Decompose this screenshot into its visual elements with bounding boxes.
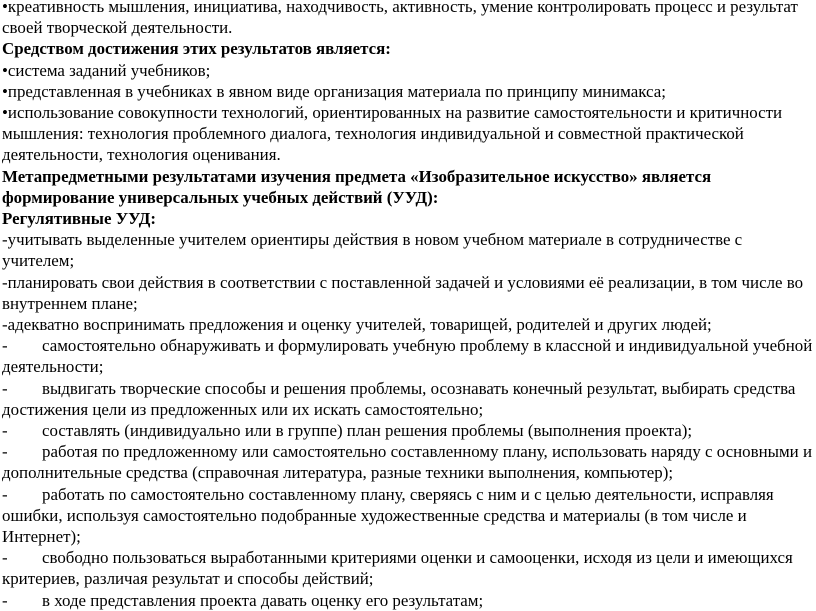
item-perceive-feedback: -адекватно воспринимать предложения и оценку учителей, товарищей, родителей и других людей;: [2, 315, 712, 335]
dash-item-text: в ходе представления проекта давать оценку его результатам;: [42, 590, 484, 610]
bullet-minimax: •представленная в учебниках в явном виде организация материала по принципу минимакса;: [2, 81, 666, 101]
document-body: [2, 0, 814, 611]
dash-item-text: выдвигать творческие способы и решения проблемы, осознавать конечный результат, выбирать средства достижения цели из предложенных или их искать самостоятельно;: [2, 378, 796, 419]
bullet-technologies: •использование совокупности технологий, ориентированных на развитие самостоятельности и критичности мышления: технология проблемного диалога, технология индивидуальной и совместной практической деятельности, технология оценивания.: [2, 103, 783, 165]
dash-item-use-means: [2, 441, 814, 483]
metasubject-heading: Метапредметными результатами изучения предмета «Изобразительное искусство» является формирование универсальных учебных действий (УУД):: [2, 166, 712, 207]
bullet-task-system: •система заданий учебников;: [2, 60, 211, 80]
bullet-creativity: •креативность мышления, инициатива, находчивость, активность, умение контролировать процесс и результат своей творческой деятельности.: [2, 0, 798, 38]
dash-item-make-plan: [2, 420, 814, 441]
dash-item-detect-problem: [2, 335, 814, 377]
dash-marker: -: [2, 442, 8, 462]
means-heading: Средством достижения этих результатов является:: [2, 39, 391, 59]
dash-item-text: свободно пользоваться выработанными критериями оценки и самооценки, исходя из цели и имеющихся критериев, различая результат и способы действий;: [2, 548, 793, 589]
dash-item-text: работать по самостоятельно составленному плану, сверяясь с ним и с целью деятельности, исправляя ошибки, используя самостоятельно подобранные художественные средства и материалы (в том числе и Интернет);: [2, 484, 774, 547]
item-plan-actions: -планировать свои действия в соответствии с поставленной задачей и условиями её реализации, в том числе во внутреннем плане;: [2, 272, 804, 313]
dash-item-text: самостоятельно обнаруживать и формулировать учебную проблему в классной и индивидуальной учебной деятельности;: [2, 336, 813, 377]
dash-item-creative-solutions: [2, 378, 814, 420]
dash-marker: -: [2, 421, 8, 441]
dash-marker: -: [2, 336, 8, 356]
dash-item-work-by-plan: [2, 484, 814, 548]
dash-item-text: работая по предложенному или самостоятельно составленному плану, использовать наряду с основными и дополнительные средства (справочная литература, разные техники выполнения, компьютер);: [2, 442, 812, 483]
dash-marker: -: [2, 484, 8, 504]
dash-marker: -: [2, 590, 8, 610]
dash-item-evaluation-criteria: [2, 547, 814, 589]
dash-marker: -: [2, 548, 8, 568]
dash-item-text: составлять (индивидуально или в группе) план решения проблемы (выполнения проекта);: [42, 421, 693, 441]
dash-marker: -: [2, 378, 8, 398]
item-consider-guidelines: -учитывать выделенные учителем ориентиры действия в новом учебном материале в сотрудничестве с учителем;: [2, 230, 743, 271]
dash-item-project-evaluation: [2, 590, 814, 611]
regulatory-heading: Регулятивные УУД:: [2, 209, 157, 229]
